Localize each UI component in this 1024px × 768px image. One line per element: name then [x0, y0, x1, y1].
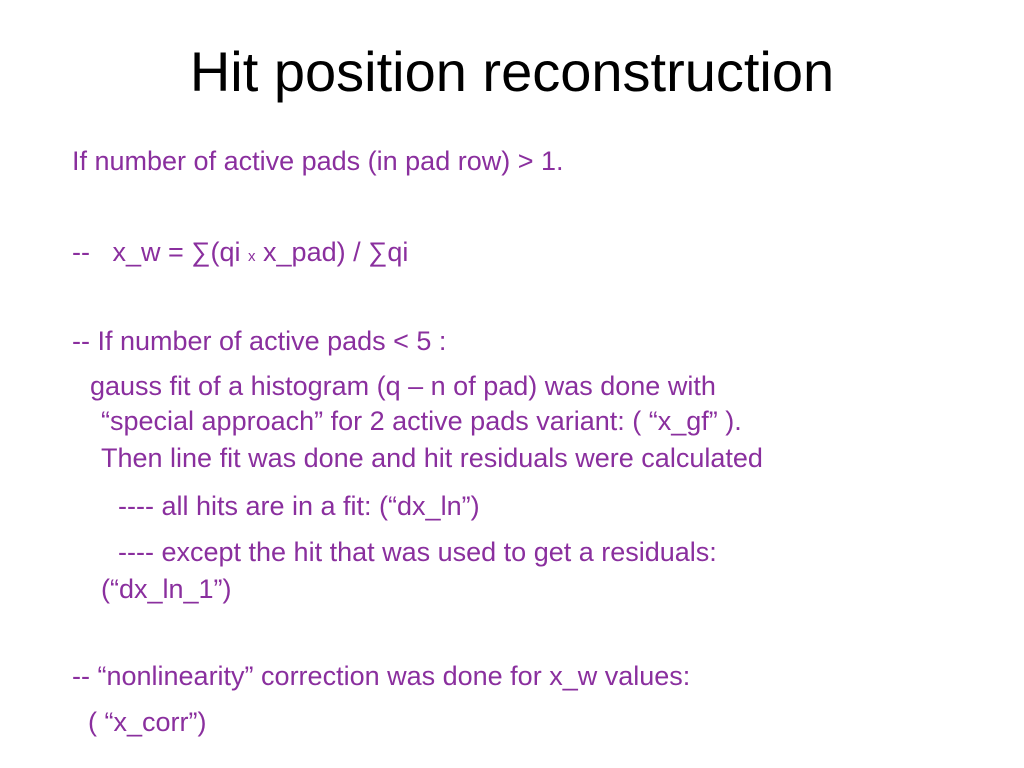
text-line-10: -- “nonlinearity” correction was done for x_w values:: [72, 661, 691, 691]
text-line-11: ( “x_corr”): [88, 707, 207, 737]
formula-times-sign: x: [248, 248, 256, 265]
text-line-8: ---- except the hit that was used to get a residuals:: [118, 537, 717, 567]
text-line-7: ---- all hits are in a fit: (“dx_ln”): [118, 491, 480, 521]
text-line-4: gauss fit of a histogram (q – n of pad) was done with: [90, 371, 716, 401]
text-line-3: -- If number of active pads < 5 :: [72, 326, 447, 356]
text-line-6: Then line fit was done and hit residuals were calculated: [101, 443, 763, 473]
formula-suffix: x_pad) / ∑qi: [255, 237, 409, 267]
formula-line: [72, 236, 408, 268]
text-line-1: If number of active pads (in pad row) > 1.: [72, 146, 564, 176]
text-line-5: “special approach” for 2 active pads variant: ( “x_gf” ).: [101, 406, 742, 436]
slide-title: Hit position reconstruction: [189, 40, 835, 103]
formula-prefix: -- x_w = ∑(qi: [72, 237, 249, 267]
text-line-9: (“dx_ln_1”): [101, 574, 232, 604]
